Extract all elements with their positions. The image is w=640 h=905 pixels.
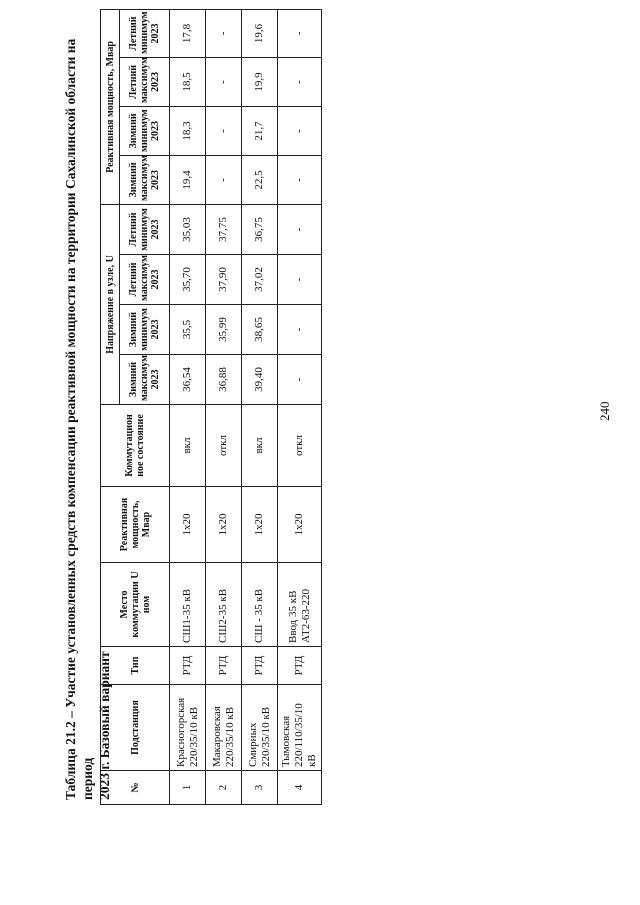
cell-u-summer-max: 37,90 xyxy=(206,255,242,305)
cell-q-summer-max: 18,5 xyxy=(170,57,206,106)
cell-state: вкл xyxy=(170,405,206,487)
cell-power: 1x20 xyxy=(242,487,278,563)
cell-q-summer-min: - xyxy=(206,9,242,57)
header-place: Место коммутации U ном xyxy=(101,563,170,647)
cell-u-winter-min: 35,99 xyxy=(206,305,242,355)
cell-u-winter-max: 39,40 xyxy=(242,355,278,405)
header-u-winter-min: Зимний минимум 2023 xyxy=(120,305,170,355)
cell-u-winter-min: 35,5 xyxy=(170,305,206,355)
cell-type: РТД xyxy=(278,647,322,685)
cell-type: РТД xyxy=(170,647,206,685)
table-row xyxy=(278,9,322,804)
cell-state: вкл xyxy=(242,405,278,487)
cell-q-winter-max: 19,4 xyxy=(170,155,206,204)
cell-power: 1x20 xyxy=(278,487,322,563)
header-type: Тип xyxy=(101,647,170,685)
cell-q-summer-min: 19,6 xyxy=(242,9,278,57)
cell-u-winter-max: 36,54 xyxy=(170,355,206,405)
cell-state: откл xyxy=(278,405,322,487)
cell-u-summer-min: 36,75 xyxy=(242,204,278,254)
cell-place: СШ - 35 кВ xyxy=(242,563,278,647)
header-reactive-group: Реактивная мощность, Мвар xyxy=(101,9,120,204)
cell-q-summer-min: 17,8 xyxy=(170,9,206,57)
cell-num: 2 xyxy=(206,771,242,805)
header-q-winter-max: Зимний максимум 2023 xyxy=(120,155,170,204)
cell-u-summer-max: 37,02 xyxy=(242,255,278,305)
header-reactive-power: Реактивная мощность, Мвар xyxy=(101,487,170,563)
cell-q-summer-max: 19,9 xyxy=(242,57,278,106)
cell-q-summer-max: - xyxy=(206,57,242,106)
cell-num: 4 xyxy=(278,771,322,805)
header-switching: Коммутацион ное состояние xyxy=(101,405,170,487)
caption-line-2: 2023 г. Базовый вариант xyxy=(97,651,112,800)
cell-place: СШ1-35 кВ xyxy=(170,563,206,647)
cell-u-summer-min: 37,75 xyxy=(206,204,242,254)
cell-q-winter-min: 18,3 xyxy=(170,106,206,155)
cell-q-winter-min: - xyxy=(206,106,242,155)
cell-q-summer-max: - xyxy=(278,57,322,106)
cell-q-winter-max: - xyxy=(278,155,322,204)
cell-u-summer-min: - xyxy=(278,204,322,254)
cell-substation: Макаровская 220/35/10 кВ xyxy=(206,685,242,771)
cell-power: 1x20 xyxy=(170,487,206,563)
cell-q-winter-max: - xyxy=(206,155,242,204)
header-u-summer-max: Летний максимум 2023 xyxy=(120,255,170,305)
cell-q-winter-max: 22,5 xyxy=(242,155,278,204)
table-row xyxy=(206,9,242,804)
cell-power: 1x20 xyxy=(206,487,242,563)
cell-state: откл xyxy=(206,405,242,487)
cell-u-winter-min: - xyxy=(278,305,322,355)
cell-q-winter-min: - xyxy=(278,106,322,155)
caption-line-1: Таблица 21.2 – Участие установленных средств компенсации реактивной мощности на территории Сахалинской области на период xyxy=(63,38,95,800)
cell-u-winter-min: 38,65 xyxy=(242,305,278,355)
cell-place: СШ2-35 кВ xyxy=(206,563,242,647)
cell-u-summer-min: 35,03 xyxy=(170,204,206,254)
cell-u-summer-max: 35,70 xyxy=(170,255,206,305)
cell-substation: Смирных 220/35/10 кВ xyxy=(242,685,278,771)
cell-num: 3 xyxy=(242,771,278,805)
header-u-summer-min: Летний минимум 2023 xyxy=(120,204,170,254)
cell-type: РТД xyxy=(242,647,278,685)
cell-type: РТД xyxy=(206,647,242,685)
table-row xyxy=(242,9,278,804)
reactive-compensation-table xyxy=(100,9,322,805)
cell-q-summer-min: - xyxy=(278,9,322,57)
header-num: № xyxy=(101,771,170,805)
cell-u-winter-max: - xyxy=(278,355,322,405)
cell-substation: Красногорская 220/35/10 кВ xyxy=(170,685,206,771)
cell-place: Ввод 35 кВ АТ2-63-220 xyxy=(278,563,322,647)
header-voltage-group: Напряжение в узле, U xyxy=(101,204,120,404)
header-q-summer-max: Летний максимум 2023 xyxy=(120,57,170,106)
cell-num: 1 xyxy=(170,771,206,805)
header-substation: Подстанция xyxy=(101,685,170,771)
header-q-winter-min: Зимний минимум 2023 xyxy=(120,106,170,155)
cell-q-winter-min: 21,7 xyxy=(242,106,278,155)
cell-u-winter-max: 36,88 xyxy=(206,355,242,405)
cell-substation: Тымовская 220/110/35/10 кВ xyxy=(278,685,322,771)
header-q-summer-min: Летний минимум 2023 xyxy=(120,9,170,57)
header-u-winter-max: Зимний максимум 2023 xyxy=(120,355,170,405)
table-row xyxy=(170,9,206,804)
page-number: 240 xyxy=(597,401,612,421)
cell-u-summer-max: - xyxy=(278,255,322,305)
